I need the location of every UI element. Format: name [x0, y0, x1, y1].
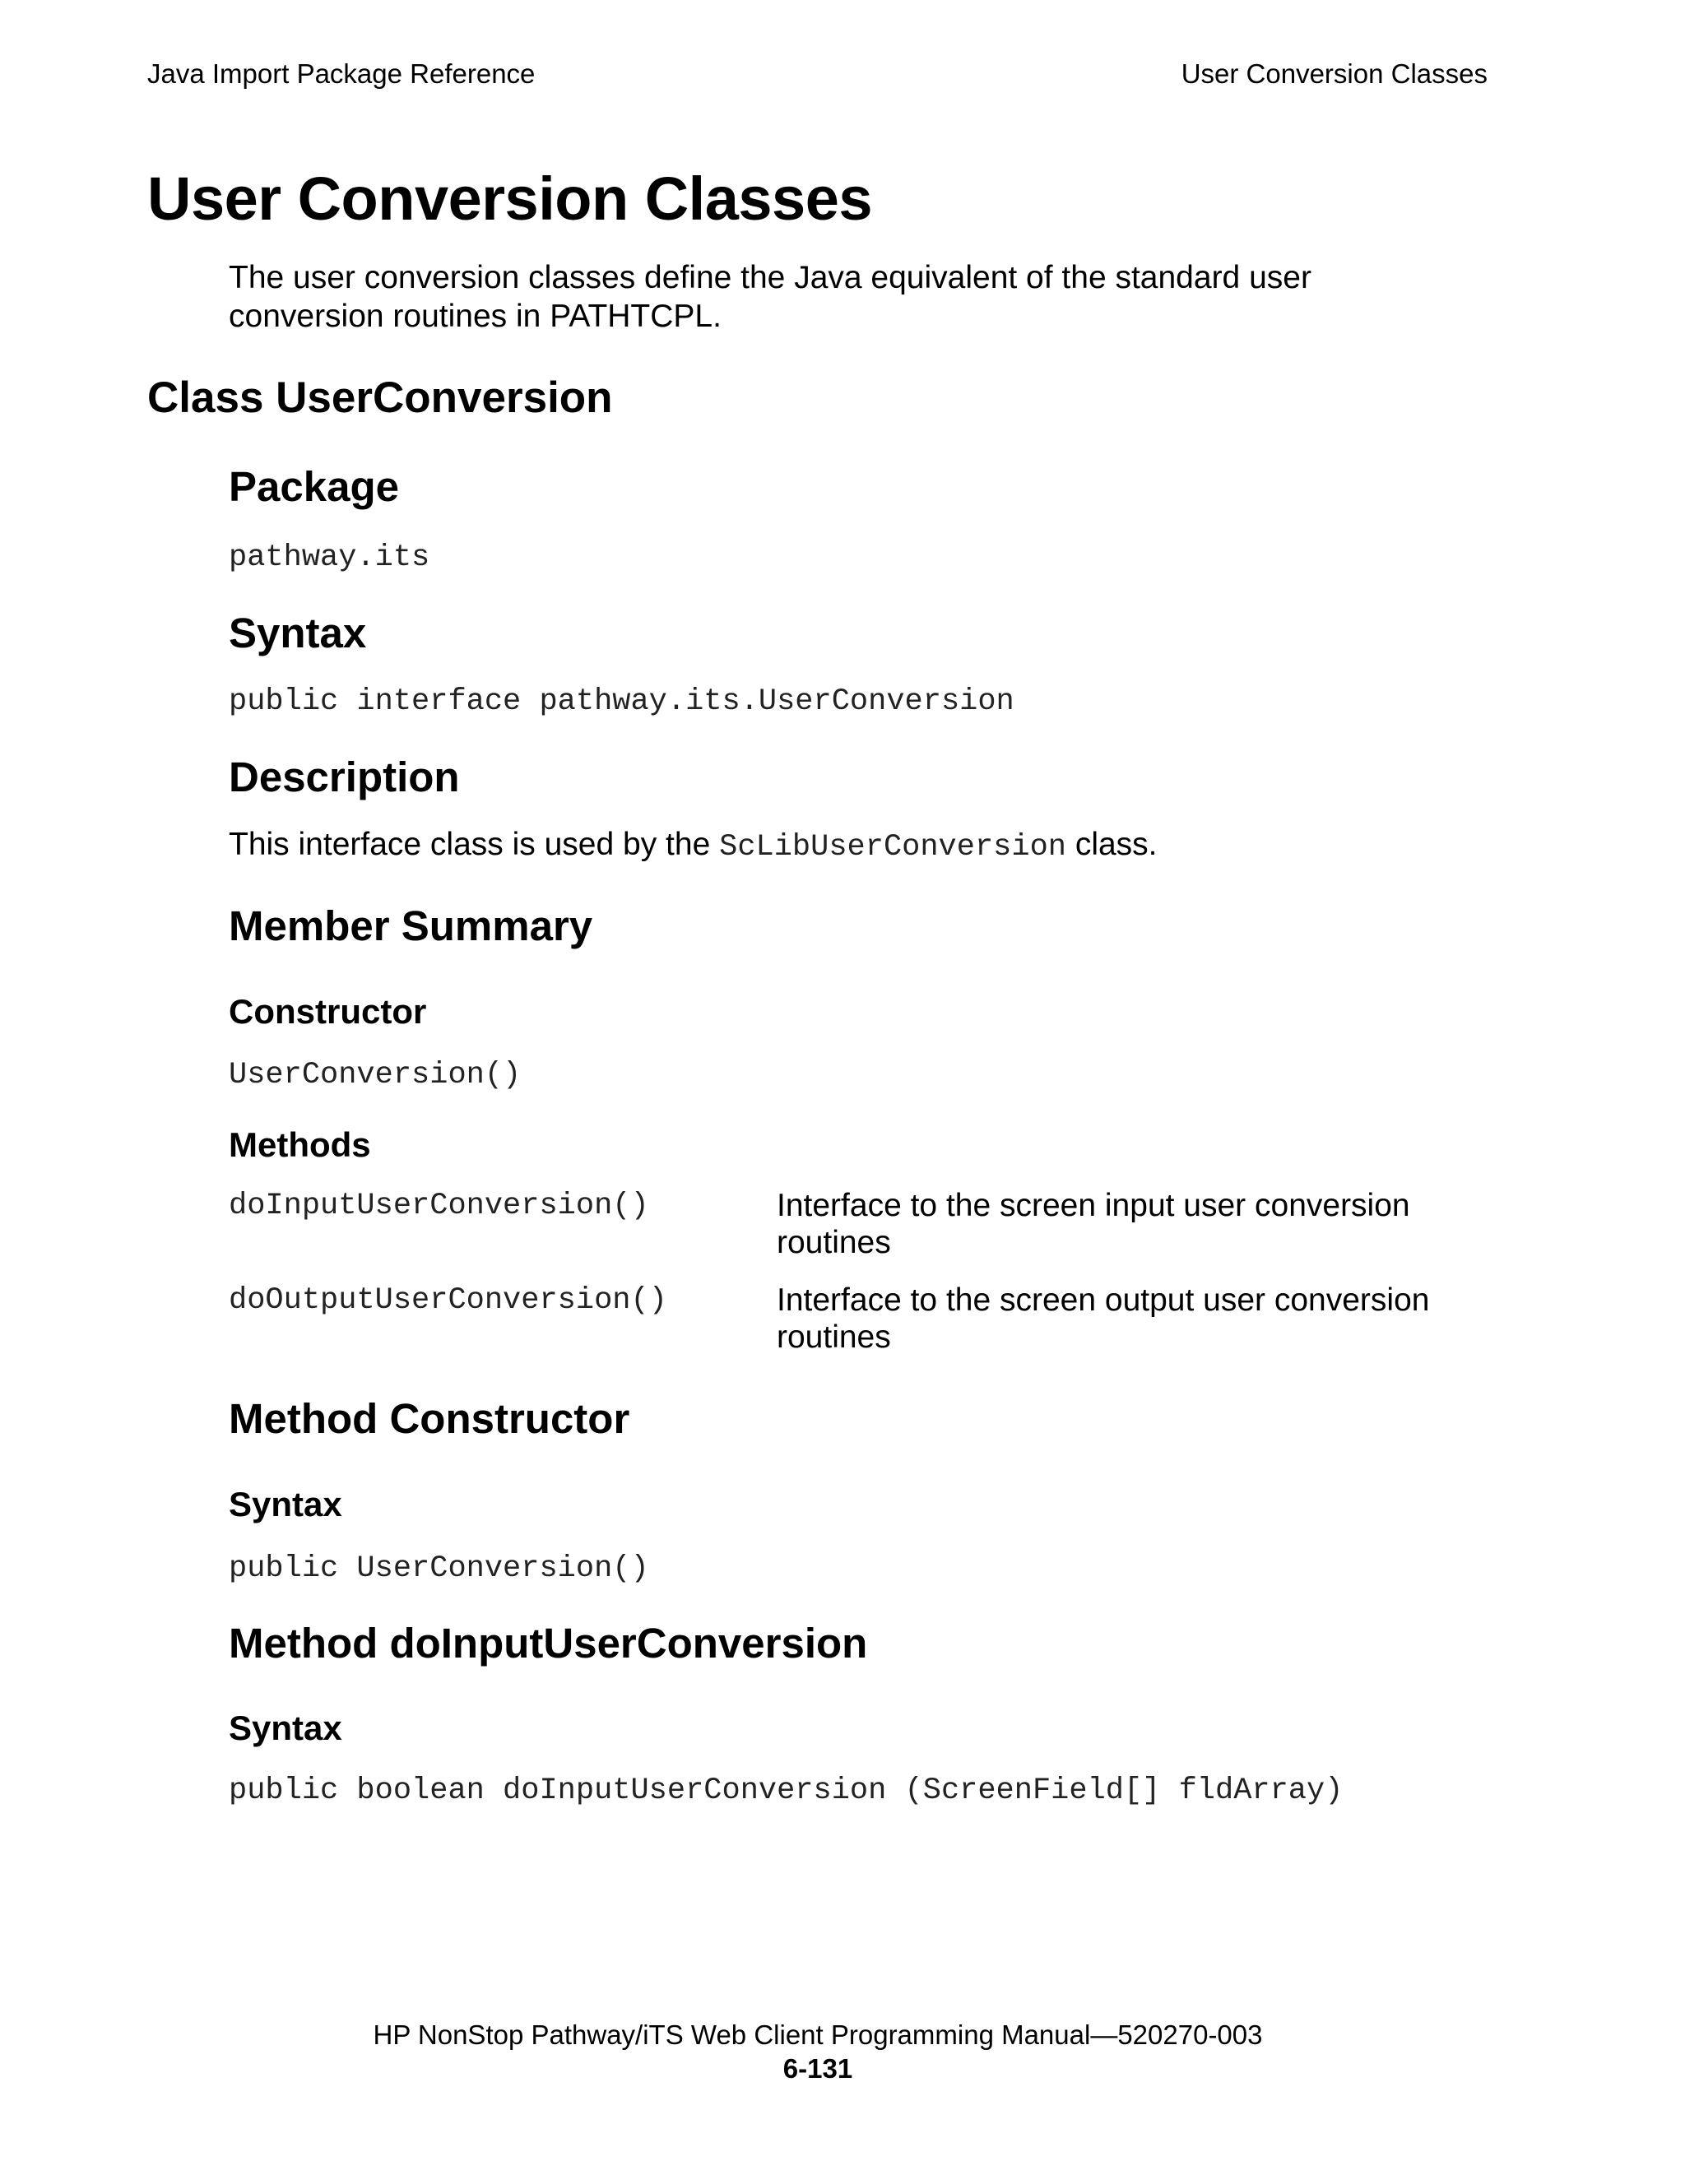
constructor-signature: UserConversion() — [229, 1058, 522, 1092]
method-desc: routines — [777, 1319, 891, 1355]
running-header-left: Java Import Package Reference — [147, 58, 536, 89]
method-constructor-heading: Method Constructor — [229, 1395, 630, 1442]
method-constructor-syntax-heading: Syntax — [229, 1485, 342, 1523]
method-desc: Interface to the screen input user conversion — [777, 1188, 1410, 1223]
package-heading: Package — [229, 463, 399, 510]
method-doinput-syntax-heading: Syntax — [229, 1709, 342, 1747]
description-text-before: This interface class is used by the — [229, 827, 720, 862]
footer-manual-title: HP NonStop Pathway/iTS Web Client Programming Manual—520270-003 — [373, 2019, 1263, 2050]
methods-heading: Methods — [229, 1125, 371, 1164]
member-summary-heading: Member Summary — [229, 902, 593, 949]
method-name: doOutputUserConversion() — [229, 1283, 667, 1318]
method-desc: routines — [777, 1225, 891, 1260]
method-constructor-syntax: public UserConversion() — [229, 1551, 649, 1586]
method-doinput-syntax: public boolean doInputUserConversion (ScreenField[] fldArray) — [229, 1774, 1344, 1808]
description-heading: Description — [229, 754, 460, 800]
intro-line-2: conversion routines in PATHTCPL. — [229, 299, 722, 334]
class-heading: Class UserConversion — [147, 373, 613, 422]
intro-line-1: The user conversion classes define the Java equivalent of the standard user — [229, 260, 1311, 295]
constructor-heading: Constructor — [229, 992, 427, 1031]
method-name: doInputUserConversion() — [229, 1189, 649, 1223]
syntax-value: public interface pathway.its.UserConversion — [229, 684, 1014, 719]
running-header-right: User Conversion Classes — [1181, 58, 1488, 89]
method-doinput-heading: Method doInputUserConversion — [229, 1620, 868, 1667]
method-desc: Interface to the screen output user conversion — [777, 1282, 1430, 1318]
footer-page-number: 6-131 — [782, 2053, 853, 2084]
description-text-after: class. — [1065, 827, 1158, 862]
syntax-heading: Syntax — [229, 610, 367, 656]
description-text — [229, 826, 1158, 865]
description-code: ScLibUserConversion — [719, 830, 1066, 865]
page-title: User Conversion Classes — [147, 165, 873, 233]
package-value: pathway.its — [229, 540, 430, 575]
